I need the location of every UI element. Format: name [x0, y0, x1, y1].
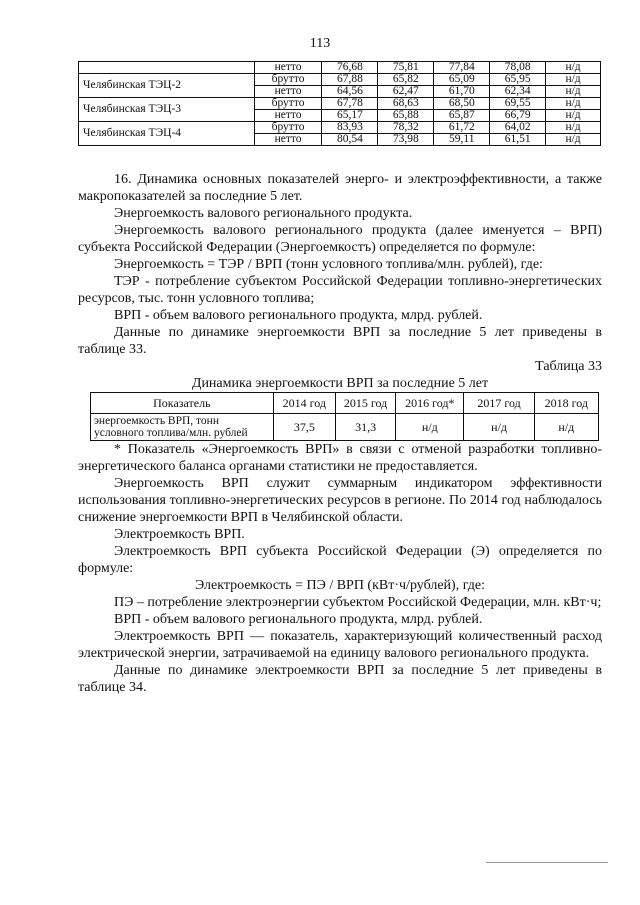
cell-value: 59,11	[434, 134, 490, 146]
cell-value: 78,32	[378, 122, 434, 134]
cell-value: н/д	[534, 414, 598, 441]
table-row	[79, 122, 601, 134]
table-title: Динамика энергоемкости ВРП за последние 5 лет	[191, 376, 489, 391]
paragraph: Энергоемкость валового регионального продукта (далее именуется – ВРП) субъекта Российской Федерации (Энергоемкостъ) определяется по формуле:	[78, 223, 602, 255]
table-row	[79, 62, 601, 74]
paragraph: Данные по динамике энергоемкости ВРП за последние 5 лет приведены в таблице 33.	[78, 325, 602, 357]
cell-unit: н/д	[546, 134, 601, 146]
cell-value: 69,55	[490, 98, 546, 110]
energy-intensity-table	[90, 392, 599, 441]
cell-value: н/д	[464, 414, 534, 441]
footnote: * Показатель «Энергоемкость ВРП» в связи с отменой разработки топливно-энергетического баланса органами статистики не предоставляется.	[78, 442, 602, 474]
cell-value: 76,68	[322, 62, 378, 74]
paragraph: ВРП - объем валового регионального продукта, млрд. рублей.	[114, 612, 483, 627]
cell-value: 78,08	[490, 62, 546, 74]
cell-value: 62,47	[378, 86, 434, 98]
cell-value: 61,72	[434, 122, 490, 134]
column-header: 2018 год	[534, 393, 598, 414]
column-header: 2017 год	[464, 393, 534, 414]
cell-value: 65,87	[434, 110, 490, 122]
cell-value: 67,88	[322, 74, 378, 86]
paragraph: 16. Динамика основных показателей энерго- и электроэффективности, а также макропоказателей за последние 5 лет.	[78, 172, 602, 204]
station-name: Челябинская ТЭЦ-2	[79, 74, 255, 98]
cell-value: 64,56	[322, 86, 378, 98]
cell-unit: н/д	[546, 122, 601, 134]
table-row	[91, 414, 599, 441]
cell-value: 62,34	[490, 86, 546, 98]
cell-value: 65,82	[378, 74, 434, 86]
cell-value: 31,3	[335, 414, 395, 441]
cell-type: брутто	[254, 74, 322, 86]
cell-value: 65,95	[490, 74, 546, 86]
paragraph-heading: Энергоемкость валового регионального продукта.	[114, 206, 413, 221]
station-name: Челябинская ТЭЦ-4	[79, 122, 255, 146]
cell-value: 67,78	[322, 98, 378, 110]
cell-type: брутто	[254, 98, 322, 110]
paragraph: ПЭ – потребление электроэнергии субъектом Российской Федерации, млн. кВт·ч;	[114, 595, 602, 610]
station-name	[79, 62, 255, 74]
cell-value: 73,98	[378, 134, 434, 146]
paragraph-heading: Электроемкость ВРП.	[114, 527, 245, 542]
cell-value: 68,63	[378, 98, 434, 110]
cell-unit: н/д	[546, 74, 601, 86]
cell-type: нетто	[254, 134, 322, 146]
paragraph: ВРП - объем валового регионального продукта, млрд. рублей.	[114, 308, 483, 323]
station-name: Челябинская ТЭЦ-3	[79, 98, 255, 122]
column-header: 2014 год	[273, 393, 335, 414]
table-row	[79, 74, 601, 86]
cell-value: 77,84	[434, 62, 490, 74]
table-header-row	[91, 393, 599, 414]
formula: Энергоемкость = ТЭР / ВРП (тонн условного топлива/млн. рублей), где:	[114, 257, 543, 272]
cell-type: брутто	[254, 122, 322, 134]
cell-value: 75,81	[378, 62, 434, 74]
paragraph: ТЭР - потребление субъектом Российской Федерации топливно-энергетических ресурсов, тыс. тонн условного топлива;	[78, 274, 602, 306]
cell-type: нетто	[254, 62, 322, 74]
cell-value: 66,79	[490, 110, 546, 122]
column-header: 2016 год*	[396, 393, 464, 414]
cell-value: 65,09	[434, 74, 490, 86]
cell-value: 83,93	[322, 122, 378, 134]
cell-unit: н/д	[546, 62, 601, 74]
paragraph: Данные по динамике электроемкости ВРП за последние 5 лет приведены в таблице 34.	[78, 663, 602, 695]
column-header: Показатель	[91, 393, 274, 414]
formula: Электроемкость = ПЭ / ВРП (кВт·ч/рублей), где:	[195, 578, 485, 593]
cell-value: 61,70	[434, 86, 490, 98]
cell-value: н/д	[396, 414, 464, 441]
cell-unit: н/д	[546, 110, 601, 122]
footer-rule	[486, 862, 608, 863]
cell-type: нетто	[254, 110, 322, 122]
table-label: Таблица 33	[535, 359, 602, 374]
cell-value: 61,51	[490, 134, 546, 146]
paragraph: Энергоемкость ВРП служит суммарным индикатором эффективности использования топливно-энергетических ресурсов в регионе. По 2014 год наблюдалось снижение энергоемкости ВРП в Челябинской области.	[78, 476, 602, 525]
table-row	[79, 98, 601, 110]
cell-type: нетто	[254, 86, 322, 98]
column-header: 2015 год	[335, 393, 395, 414]
cell-unit: н/д	[546, 98, 601, 110]
cell-value: 80,54	[322, 134, 378, 146]
efficiency-table	[78, 61, 601, 146]
cell-value: 64,02	[490, 122, 546, 134]
cell-value: 68,50	[434, 98, 490, 110]
page-number: 113	[309, 36, 331, 51]
cell-value: 37,5	[273, 414, 335, 441]
row-label: энергоемкость ВРП, тонн условного топлива/млн. рублей	[91, 414, 274, 441]
paragraph: Электроемкость ВРП субъекта Российской Федерации (Э) определяется по формуле:	[78, 544, 602, 576]
cell-value: 65,88	[378, 110, 434, 122]
cell-unit: н/д	[546, 86, 601, 98]
cell-value: 65,17	[322, 110, 378, 122]
paragraph: Электроемкость ВРП — показатель, характеризующий количественный расход электрической энергии, затрачиваемой на единицу валового регионального продукта.	[78, 629, 602, 661]
body-text	[78, 171, 602, 696]
